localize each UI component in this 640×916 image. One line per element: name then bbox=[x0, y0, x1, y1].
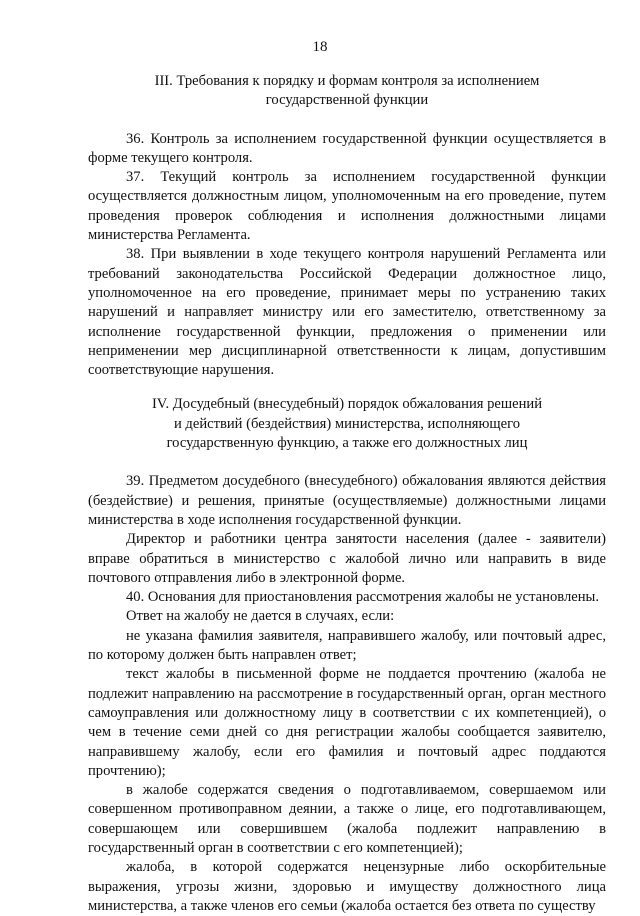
paragraph-39: 39. Предметом досудебного (внесудебного) обжалования являются действия (бездействие) и решения, принятые (осуществляемые) должностными лицами министерства в ходе исполнения государственной функции. bbox=[88, 473, 606, 528]
paragraph-applicants: Директор и работники центра занятости населения (далее - заявители) вправе обратиться в министерство с жалобой лично или направить в виде почтового отправления либо в электронной форме. bbox=[88, 531, 606, 586]
heading-line: государственной функции bbox=[265, 92, 429, 109]
page-content bbox=[88, 72, 606, 916]
heading-line: III. Требования к порядку и формам контроля за исполнением bbox=[154, 73, 540, 89]
paragraph-40: 40. Основания для приостановления рассмотрения жалобы не установлены. bbox=[126, 589, 599, 606]
heading-line: IV. Досудебный (внесудебный) порядок обжалования решений bbox=[151, 396, 543, 413]
paragraph-36: 36. Контроль за исполнением государственной функции осуществляется в форме текущего контроля. bbox=[88, 130, 606, 166]
paragraph-37: 37. Текущий контроль за исполнением государственной функции осуществляется должностным лицом, уполномоченным на его проведение, путем проведения проверок соблюдения и исполнения должностными лицами министерства Регламента. bbox=[88, 169, 606, 244]
paragraph-case-unreadable: текст жалобы в письменной форме не поддается прочтению (жалоба не подлежит направлению на рассмотрение в государственный орган, орган местного самоуправления или должностному лицу в соответствии с их компетенцией), о чем в течение семи дней со дня регистрации жалобы сообщается заявителю, направившему жалобу, если его фамилия и почтовый адрес поддаются прочтению); bbox=[88, 666, 606, 779]
section-heading-iv bbox=[88, 395, 606, 453]
heading-line: государственную функцию, а также его должностных лиц bbox=[166, 435, 528, 452]
paragraph-case-unlawful-act: в жалобе содержатся сведения о подготавливаемом, совершаемом или совершенном противоправном деянии, а также о лице, его подготавливающем, совершающем или совершившем (жалоба подлежит направлению в государственный орган в соответствии с его компетенцией); bbox=[88, 782, 606, 856]
paragraph-case-no-name: не указана фамилия заявителя, направившего жалобу, или почтовый адрес, по которому должен быть направлен ответ; bbox=[88, 627, 606, 664]
paragraph-38: 38. При выявлении в ходе текущего контроля нарушений Регламента или требований законодательства Российской Федерации должностное лицо, уполномоченное на его проведение, принимает меры по устранению таких нарушений и направляет министру или его заместителю, ответственному за исполнение государственной функции, предложения о применении или неприменении мер дисциплинарной ответственности к лицам, допустившим соответствующие нарушения. bbox=[88, 246, 606, 379]
paragraph-no-answer-cases: Ответ на жалобу не дается в случаях, если: bbox=[126, 608, 395, 625]
section-heading-iii bbox=[88, 72, 606, 111]
heading-line: и действий (бездействия) министерства, исполняющего bbox=[173, 415, 521, 432]
paragraph-case-offensive: жалоба, в которой содержатся нецензурные либо оскорбительные выражения, угрозы жизни, здоровью и имуществу должностного лица министерства, а также членов его семьи (жалоба остается без ответа по существу bbox=[88, 859, 606, 914]
page-number: 18 bbox=[312, 39, 328, 55]
